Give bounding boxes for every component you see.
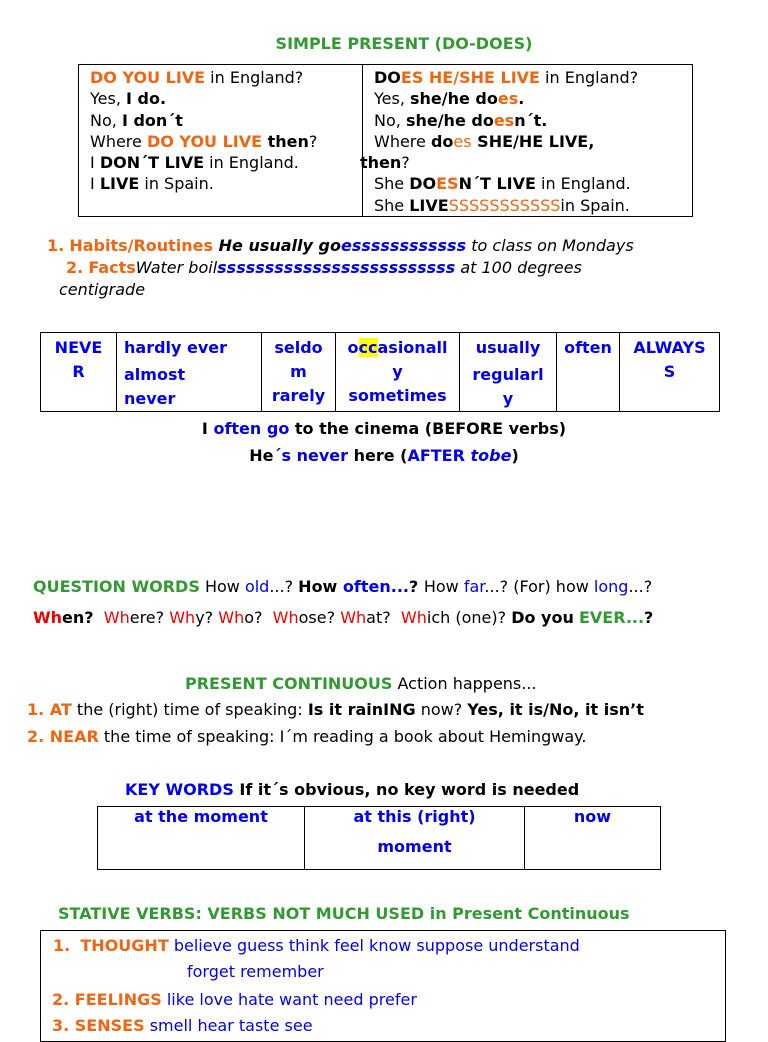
do-column: DO YOU LIVE in England? Yes, I do. No, I don´t Where DO YOU LIVE then? I DON´T LIVE in England. I LIVE in Spain. xyxy=(79,65,363,217)
question-words-line1: QUESTION WORDS How old...? How often...? How far...? (For) how long...? xyxy=(33,577,653,596)
page-title: SIMPLE PRESENT (DO-DOES) xyxy=(275,34,533,53)
use-facts: 2. FactsWater boilsssssssssssssssssssssssss at 100 degrees xyxy=(66,258,582,277)
pc-use-near: 2. NEAR the time of speaking: I´m reading a book about Hemingway. xyxy=(27,727,587,746)
question-words-line2: When? Where? Why? Who? Whose? What? Which (one)? Do you EVER...? xyxy=(33,608,654,627)
adverb-cell-seldom: seldo m rarely xyxy=(262,333,336,412)
adverb-cell-always: ALWAYS S xyxy=(620,333,720,412)
keyword-at-the-moment: at the moment xyxy=(98,807,305,870)
rule-after-tobe: He´s never here (AFTER tobe) xyxy=(249,446,519,465)
frequency-adverbs-table xyxy=(40,332,720,412)
stative-thought-cont: forget remember xyxy=(187,962,324,981)
adverb-cell-usually: usually regularl y xyxy=(460,333,557,412)
stative-verbs-title: STATIVE VERBS: VERBS NOT MUCH USED in Present Continuous xyxy=(58,904,630,923)
stative-feelings: 2. FEELINGS like love hate want need prefer xyxy=(52,990,417,1009)
key-words-table xyxy=(97,806,661,870)
adverb-cell-often: often xyxy=(557,333,620,412)
key-words-heading: KEY WORDS If it´s obvious, no key word is needed xyxy=(125,780,580,799)
stative-senses: 3. SENSES smell hear taste see xyxy=(52,1016,313,1035)
keyword-now: now xyxy=(525,807,661,870)
use-facts-cont: centigrade xyxy=(59,280,146,299)
use-habits: 1. Habits/Routines He usually goessssssssssss to class on Mondays xyxy=(47,236,634,255)
adverb-cell-occasionally: occasionall y sometimes xyxy=(336,333,460,412)
keyword-at-this-moment: at this (right) moment xyxy=(305,807,525,870)
adverb-cell-hardly-ever: hardly ever almost never xyxy=(117,333,262,412)
do-does-table xyxy=(78,64,693,217)
stative-verbs-box xyxy=(40,930,726,1042)
pc-use-at: 1. AT the (right) time of speaking: Is it rainING now? Yes, it is/No, it isn’t xyxy=(27,700,644,719)
present-continuous-heading: PRESENT CONTINUOUS Action happens... xyxy=(185,674,537,693)
rule-before-verbs: I often go to the cinema (BEFORE verbs) xyxy=(201,419,567,438)
stative-thought: 1. THOUGHT believe guess think feel know suppose understand xyxy=(53,936,580,955)
adverb-cell-never: NEVE R xyxy=(41,333,117,412)
does-column: DOES HE/SHE LIVE in England? Yes, she/he does. No, she/he doesn´t. Where does SHE/HE LIVE, then? She DOESN´T LIVE in England. She LIVESSSSSSSSSSSin Spain. xyxy=(363,65,693,217)
